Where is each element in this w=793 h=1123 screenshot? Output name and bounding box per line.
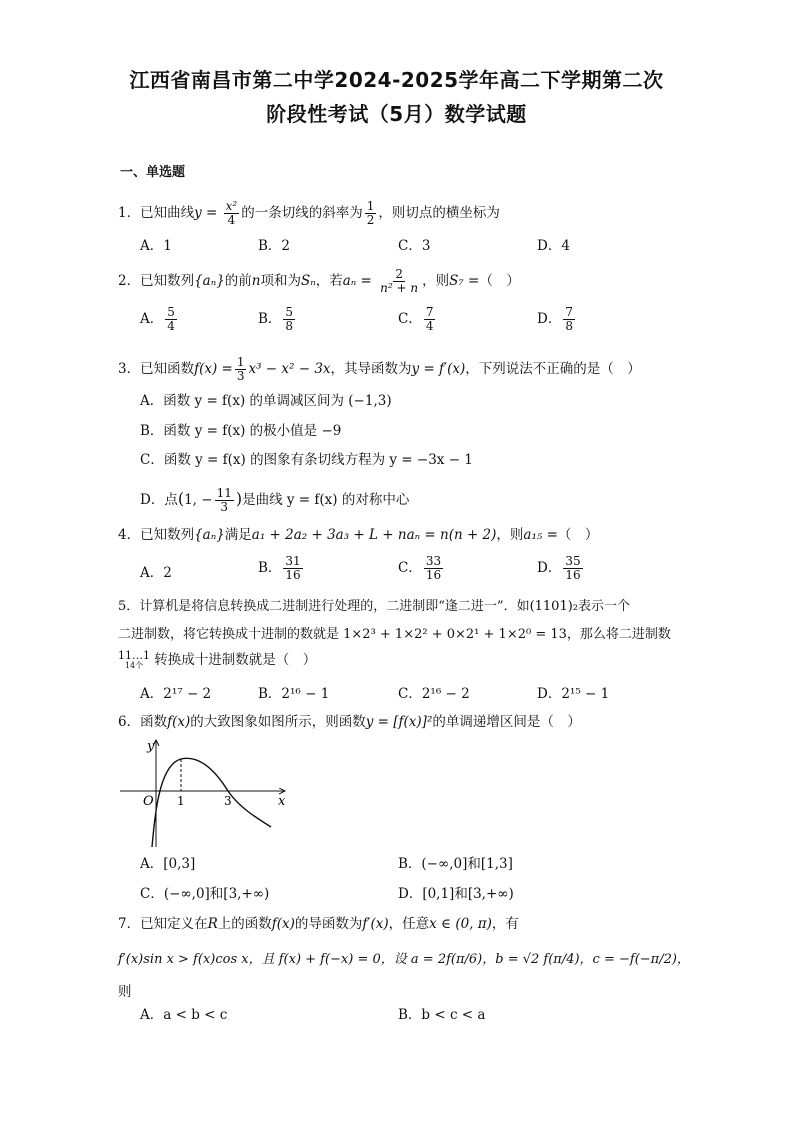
x-axis-label: x	[278, 794, 286, 809]
question-5-line2: 二进制数，将它转换成十进制的数就是 1×2³ + 1×2² + 0×2¹ + 1×2⁰ = 13，那么将二进制数	[118, 627, 671, 642]
q5-option-b: B．2¹⁶ − 1	[258, 686, 330, 702]
origin-label: O	[143, 794, 154, 809]
q3-option-a: A．函数 y = f(x) 的单调减区间为 (−1,3)	[140, 393, 392, 409]
y-axis-label: y	[147, 739, 155, 754]
q5-option-c: C．2¹⁶ − 2	[398, 686, 470, 702]
q2-an-fraction: $\frac{2}{\text{n² + n}}$	[380, 267, 419, 295]
q4-option-b: B． $\frac{31}{16}$	[258, 554, 301, 582]
q1-slope-fraction: $\frac{1}{2}$	[366, 199, 375, 227]
question-2-stem: 2．已知数列{aₙ}的前n项和为Sₙ，若aₙ = $\frac{2}{\text{n² + n}}$ ，则S₇ =（ ）	[118, 267, 520, 295]
q6-option-d: D．[0,1]和[3,+∞)	[398, 886, 514, 902]
page-title-line2: 阶段性考试（5月）数学试题	[266, 102, 527, 126]
question-7-line1: 7．已知定义在R上的函数f(x)的导函数为f′(x)，任意x ∈ (0, π)，有	[118, 916, 519, 932]
q3-option-c: C．函数 y = f(x) 的图象有条切线方程为 y = −3x − 1	[140, 452, 473, 468]
question-7-line3: 则	[118, 984, 132, 1000]
q6-option-c: C．(−∞,0]和[3,+∞)	[140, 886, 270, 902]
tick-label-1: 1	[177, 794, 185, 808]
q4-option-a: A．2	[140, 565, 172, 581]
q2-option-a: A． $\frac{5}{4}$	[140, 305, 175, 333]
q2-option-d: D． $\frac{7}{8}$	[537, 305, 573, 333]
question-7-line2: f′(x)sin x > f(x)cos x，且 f(x) + f(−x) = 0，设 a = 2f(π/6)，b = √2 f(π/4)，c = −f(−π/2)，	[118, 952, 690, 967]
q3-option-b: B．函数 y = f(x) 的极小值是 −9	[140, 423, 342, 439]
q4-option-c: C． $\frac{33}{16}$	[398, 554, 442, 582]
q5-option-d: D．2¹⁵ − 1	[537, 686, 610, 702]
q6-function-graph	[115, 735, 295, 850]
question-3-stem: 3．已知函数f(x) = $\frac{1}{3}$ x³ − x² − 3x，其导函数为y = f′(x)，下列说法不正确的是（ ）	[118, 355, 641, 383]
q2-option-c: C． $\frac{7}{4}$	[398, 305, 434, 333]
question-5-line3: 11…1 14个 转换成十进制数就是（ ）	[118, 648, 317, 670]
question-1-stem: 1．已知曲线y = $\frac{\text{x²}}{4}$ 的一条切线的斜率为 $\frac{1}{2}$ ，则切点的横坐标为	[118, 199, 500, 227]
q1-option-a: A．1	[140, 238, 172, 254]
question-4-stem: 4．已知数列{aₙ}满足a₁ + 2a₂ + 3a₃ + L + naₙ = n(n + 2)，则a₁₅ =（ ）	[118, 527, 599, 543]
q2-option-b: B． $\frac{5}{8}$	[258, 305, 294, 333]
question-5-line1: 5．计算机是将信息转换成二进制进行处理的，二进制即“逢二进一”．如(1101)₂表示一个	[118, 599, 631, 614]
q1-option-d: D．4	[537, 238, 570, 254]
q1-curve-fraction: $\frac{\text{x²}}{4}$	[225, 199, 238, 227]
question-6-stem: 6．函数f(x)的大致图象如图所示，则函数y = [f(x)]²的单调递增区间是（ ）	[118, 714, 581, 730]
q1-option-c: C．3	[398, 238, 431, 254]
q7-option-b: B．b < c < a	[398, 1007, 486, 1023]
section-heading: 一、单选题	[120, 165, 186, 180]
q1-option-b: B．2	[258, 238, 291, 254]
q6-option-a: A．[0,3]	[140, 856, 196, 872]
q3-option-d: D．点(1, − $\frac{11}{3}$ )是曲线 y = f(x) 的对称中心	[140, 486, 410, 514]
function-curve	[152, 758, 271, 847]
q5-option-a: A．2¹⁷ − 2	[140, 686, 212, 702]
q7-option-a: A．a < b < c	[140, 1007, 228, 1023]
page-title-line1: 江西省南昌市第二中学2024-2025学年高二下学期第二次	[129, 68, 664, 92]
q4-option-d: D． $\frac{35}{16}$	[537, 554, 581, 582]
q6-option-b: B．(−∞,0]和[1,3]	[398, 856, 513, 872]
tick-label-3: 3	[224, 794, 232, 808]
